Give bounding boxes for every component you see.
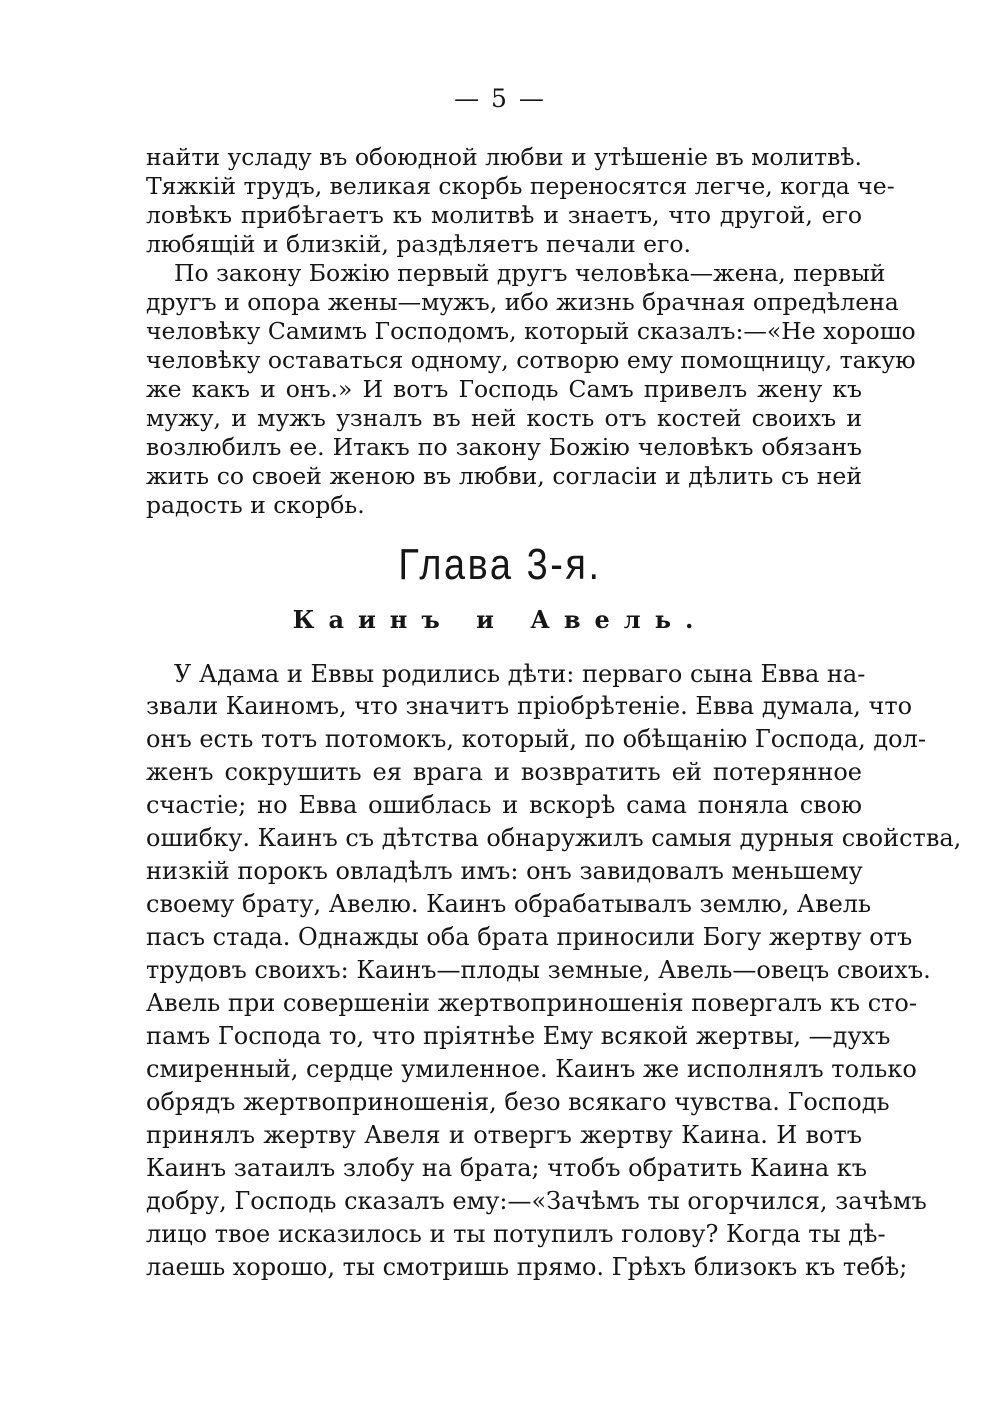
text-line: человѣку оставаться одному, сотворю ему помощницу, такую	[146, 346, 916, 374]
text-line: добру, Господь сказалъ ему:—«Зачѣмъ ты огорчился, зачѣмъ	[146, 1187, 927, 1215]
text-line: же какъ и онъ.» И вотъ Господь Самъ привелъ жену къ	[146, 375, 862, 403]
text-line: радость и скорбь.	[146, 491, 365, 519]
text-line: своему брату, Авелю. Каинъ обрабатывалъ землю, Авель	[146, 890, 872, 918]
text-line: Тяжкій трудъ, великая скорбь переносятся легче, когда че-	[146, 172, 895, 200]
text-line: Авель при совершеніи жертвоприношенія повергалъ къ сто-	[146, 989, 917, 1017]
text-line: принялъ жертву Авеля и отвергъ жертву Каина. И вотъ	[146, 1121, 862, 1149]
text-line: ошибку. Каинъ съ дѣтства обнаружилъ самыя дурныя свойства,	[146, 824, 962, 852]
text-line: памъ Господа то, что пріятнѣе Ему всякой жертвы, —духъ	[146, 1022, 891, 1050]
text-line: лицо твое исказилось и ты потупилъ голову? Когда ты дѣ-	[146, 1220, 886, 1248]
chapter-title: Глава 3-я.	[398, 540, 602, 589]
text-line: найти усладу въ обоюдной любви и утѣшеніе въ молитвѣ.	[146, 143, 863, 171]
section-title: Каинъ и Авель.	[292, 605, 708, 634]
text-line: человѣку Самимъ Господомъ, который сказалъ:—«Не хорошо	[146, 317, 916, 345]
text-line: трудовъ своихъ: Каинъ—плоды земные, Авель—овецъ своихъ.	[146, 956, 931, 984]
text-line: онъ есть тотъ потомокъ, который, по обѣщанію Господа, дол-	[146, 725, 926, 753]
text-line: другъ и опора жены—мужъ, ибо жизнь брачная опредѣлена	[146, 288, 899, 316]
text-line: пасъ стада. Однажды оба брата приносили Богу жертву отъ	[146, 923, 913, 951]
text-line: обрядъ жертвоприношенія, безо всякаго чувства. Господь	[146, 1088, 890, 1116]
text-line: мужу, и мужъ узналъ въ ней кость отъ костей своихъ и	[146, 404, 862, 432]
text-line: женъ сокрушить ея врага и возвратить ей потерянное	[146, 758, 862, 786]
text-line: звали Каиномъ, что значитъ пріобрѣтеніе. Евва думала, что	[146, 692, 913, 720]
text-line: счастіе; но Евва ошиблась и вскорѣ сама поняла свою	[146, 791, 862, 819]
text-line: возлюбилъ ее. Итакъ по закону Божію человѣкъ обязанъ	[146, 433, 862, 461]
text-line: жить со своей женою въ любви, согласіи и дѣлить съ ней	[146, 462, 862, 490]
text-line: Каинъ затаилъ злобу на брата; чтобъ обратить Каина къ	[146, 1154, 868, 1182]
text-line: По закону Божію первый другъ человѣка—жена, первый	[174, 259, 886, 287]
text-line: лаешь хорошо, ты смотришь прямо. Грѣхъ близокъ къ тебѣ;	[146, 1253, 908, 1281]
text-line: ловѣкъ прибѣгаетъ къ молитвѣ и знаетъ, что другой, его	[146, 201, 862, 229]
text-line: У Адама и Еввы родились дѣти: перваго сына Евва на-	[174, 660, 866, 688]
text-line: низкій порокъ овладѣлъ имъ: онъ завидовалъ меньшему	[146, 857, 863, 885]
page-number: — 5 —	[454, 84, 546, 113]
text-line: любящій и близкій, раздѣляетъ печали его.	[146, 230, 691, 258]
text-line: смиренный, сердце умиленное. Каинъ же исполнялъ только	[146, 1055, 917, 1083]
